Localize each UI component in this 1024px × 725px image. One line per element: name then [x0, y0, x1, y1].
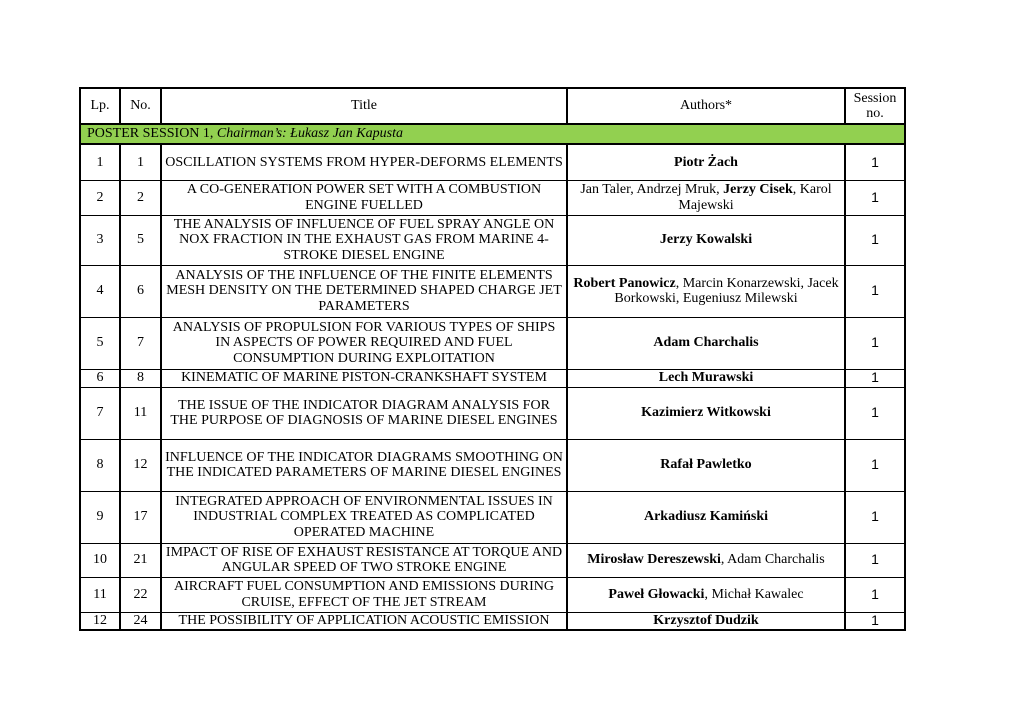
table-row: [80, 180, 905, 215]
table-row: [80, 577, 905, 612]
row-session: 1: [845, 144, 905, 180]
header-lp: Lp.: [80, 88, 120, 124]
table-header-row: [80, 88, 905, 124]
row-title: AIRCRAFT FUEL CONSUMPTION AND EMISSIONS DURING CRUISE, EFFECT OF THE JET STREAM: [161, 577, 567, 612]
row-session: 1: [845, 612, 905, 630]
table-row: [80, 439, 905, 491]
row-lp: 8: [80, 439, 120, 491]
co-authors: , Marcin Konarzewski, Jacek Borkowski, Eugeniusz Milewski: [614, 275, 839, 306]
row-title: THE ANALYSIS OF INFLUENCE OF FUEL SPRAY ANGLE ON NOX FRACTION IN THE EXHAUST GAS FROM MARINE 4-STROKE DIESEL ENGINE: [161, 215, 567, 265]
row-title: THE POSSIBILITY OF APPLICATION ACOUSTIC EMISSION: [161, 612, 567, 630]
header-session: Session no.: [845, 88, 905, 124]
header-title: Title: [161, 88, 567, 124]
row-lp: 10: [80, 543, 120, 577]
row-authors: [567, 577, 845, 612]
row-no: 21: [120, 543, 161, 577]
table-row: [80, 387, 905, 439]
row-no: 11: [120, 387, 161, 439]
author-plain: Jan Taler, Andrzej Mruk,: [580, 182, 724, 197]
table-row: [80, 491, 905, 543]
row-title: OSCILLATION SYSTEMS FROM HYPER-DEFORMS ELEMENTS: [161, 144, 567, 180]
row-session: 1: [845, 180, 905, 215]
presenting-author: Arkadiusz Kamiński: [643, 509, 769, 525]
row-authors: [567, 180, 845, 215]
session-heading-row: [80, 124, 905, 144]
presenting-author: Kazimierz Witkowski: [641, 405, 771, 421]
co-authors: , Karol Majewski: [678, 182, 832, 213]
co-authors: , Michał Kawalec: [704, 586, 804, 602]
table-row: [80, 265, 905, 317]
presenting-author: Rafał Pawletko: [660, 457, 752, 473]
row-authors: [567, 439, 845, 491]
row-title: INTEGRATED APPROACH OF ENVIRONMENTAL ISSUES IN INDUSTRIAL COMPLEX TREATED AS COMPLICATED OPERATED MACHINE: [161, 491, 567, 543]
row-lp: 7: [80, 387, 120, 439]
row-title: A CO-GENERATION POWER SET WITH A COMBUSTION ENGINE FUELLED: [161, 180, 567, 215]
row-lp: 1: [80, 144, 120, 180]
presenting-author: Mirosław Dereszewski: [587, 552, 721, 568]
row-session: 1: [845, 577, 905, 612]
row-title: KINEMATIC OF MARINE PISTON-CRANKSHAFT SYSTEM: [161, 369, 567, 387]
row-authors: [567, 543, 845, 577]
row-authors: [567, 317, 845, 369]
table-row: [80, 369, 905, 387]
row-lp: 2: [80, 180, 120, 215]
row-lp: 6: [80, 369, 120, 387]
row-lp: 3: [80, 215, 120, 265]
presenting-author: Adam Charchalis: [653, 335, 759, 351]
poster-session-table: [79, 87, 906, 631]
presenting-author: Robert Panowicz: [573, 275, 676, 291]
row-session: 1: [845, 369, 905, 387]
row-title: THE ISSUE OF THE INDICATOR DIAGRAM ANALYSIS FOR THE PURPOSE OF DIAGNOSIS OF MARINE DIESEL ENGINES: [161, 387, 567, 439]
co-authors: , Adam Charchalis: [720, 552, 825, 568]
row-session: 1: [845, 215, 905, 265]
header-no: No.: [120, 88, 161, 124]
row-no: 12: [120, 439, 161, 491]
presenting-author: Piotr Żach: [674, 154, 738, 170]
presenting-author: Krzysztof Dudzik: [653, 613, 759, 628]
row-lp: 12: [80, 612, 120, 630]
session-label: POSTER SESSION 1,: [87, 126, 214, 142]
table-row: [80, 215, 905, 265]
presenting-author: Jerzy Cisek: [723, 182, 793, 197]
session-heading: [80, 124, 905, 144]
row-no: 17: [120, 491, 161, 543]
row-title: IMPACT OF RISE OF EXHAUST RESISTANCE AT TORQUE AND ANGULAR SPEED OF TWO STROKE ENGINE: [161, 543, 567, 577]
row-lp: 9: [80, 491, 120, 543]
row-no: 2: [120, 180, 161, 215]
presenting-author: Jerzy Kowalski: [659, 232, 753, 248]
row-session: 1: [845, 543, 905, 577]
row-session: 1: [845, 491, 905, 543]
row-title: ANALYSIS OF PROPULSION FOR VARIOUS TYPES OF SHIPS IN ASPECTS OF POWER REQUIRED AND FUEL CONSUMPTION DURING EXPLOITATION: [161, 317, 567, 369]
table-row: [80, 317, 905, 369]
row-authors: [567, 265, 845, 317]
row-authors: [567, 369, 845, 387]
presenting-author: Lech Murawski: [658, 370, 754, 386]
row-title: INFLUENCE OF THE INDICATOR DIAGRAMS SMOOTHING ON THE INDICATED PARAMETERS OF MARINE DIESEL ENGINES: [161, 439, 567, 491]
table-row: [80, 612, 905, 630]
row-no: 1: [120, 144, 161, 180]
table-row: [80, 543, 905, 577]
presenting-author: Paweł Głowacki: [608, 586, 705, 602]
table-row: [80, 144, 905, 180]
row-no: 8: [120, 369, 161, 387]
row-authors: [567, 612, 845, 630]
row-session: 1: [845, 387, 905, 439]
row-authors: [567, 144, 845, 180]
row-no: 6: [120, 265, 161, 317]
header-authors: Authors*: [567, 88, 845, 124]
row-lp: 11: [80, 577, 120, 612]
row-lp: 4: [80, 265, 120, 317]
row-session: 1: [845, 317, 905, 369]
row-no: 24: [120, 612, 161, 630]
row-authors: [567, 215, 845, 265]
row-no: 7: [120, 317, 161, 369]
row-no: 5: [120, 215, 161, 265]
row-authors: [567, 491, 845, 543]
row-session: 1: [845, 439, 905, 491]
row-title: ANALYSIS OF THE INFLUENCE OF THE FINITE ELEMENTS MESH DENSITY ON THE DETERMINED SHAPED CHARGE JET PARAMETERS: [161, 265, 567, 317]
row-lp: 5: [80, 317, 120, 369]
row-authors: [567, 387, 845, 439]
row-no: 22: [120, 577, 161, 612]
row-session: 1: [845, 265, 905, 317]
session-chair: Chairman’s: Łukasz Jan Kapusta: [216, 126, 403, 142]
